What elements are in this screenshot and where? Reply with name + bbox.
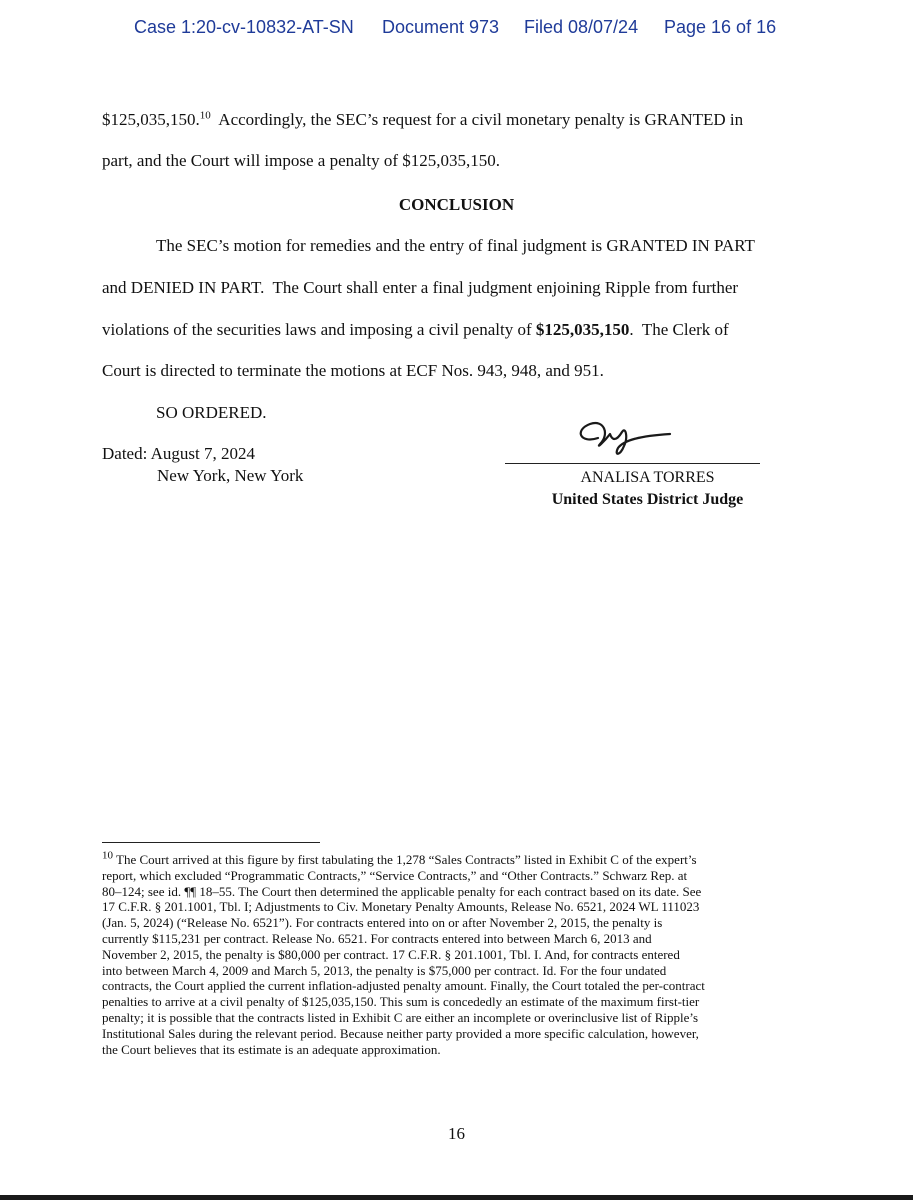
page-count: Page 16 of 16 <box>664 17 777 37</box>
footnote-ref: 10 <box>199 109 211 122</box>
judge-title: United States District Judge <box>551 491 744 508</box>
page-number: 16 <box>448 1124 465 1143</box>
penalty-amount: $125,035,150. <box>102 110 200 129</box>
body-line-1 <box>102 110 743 130</box>
location: New York, New York <box>157 466 304 485</box>
footnote-line: Institutional Sales during the relevant period. Because neither party provided a more specific calculation, however, <box>102 1025 699 1041</box>
footnote-line: contracts, the Court applied the current inflation-adjusted penalty amount. Finally, the Court totaled the per-contract <box>102 978 705 994</box>
footnote-line: (Jan. 5, 2024) (“Release No. 6521”). For contracts entered into on or after November 2, 2015, the penalty is <box>102 915 663 931</box>
conclusion-line-3 <box>102 320 729 340</box>
footnote-line: 17 C.F.R. § 201.1001, Tbl. I; Adjustments to Civ. Monetary Penalty Amounts, Release No. 6521, 2024 WL 111023 <box>102 899 700 915</box>
judge-name: ANALISA TORRES <box>580 469 715 486</box>
footnote-line: $^{10}$ The Court arrived at this figure by first tabulating the 1,278 “Sales Contracts” listed in Exhibit C of the expert’s <box>102 849 697 867</box>
footnote-line: penalties to arrive at a civil penalty of $125,035,150. This sum is concededly an estimate of the maximum first-tier <box>102 994 700 1010</box>
filed-date: Filed 08/07/24 <box>524 17 639 37</box>
dated: Dated: August 7, 2024 <box>102 444 255 463</box>
so-ordered: SO ORDERED. <box>156 403 267 422</box>
bottom-edge <box>0 1195 913 1200</box>
footnote-line: into between March 4, 2009 and March 5, 2013, the penalty is $75,000 per contract. Id. For the four undated <box>102 962 667 978</box>
footnote <box>102 849 802 1057</box>
section-heading: CONCLUSION <box>398 195 515 214</box>
body-line-1-rest: Accordingly, the SEC’s request for a civil monetary penalty is GRANTED in <box>210 110 744 129</box>
footnote-divider <box>102 842 320 843</box>
conclusion-line-3-post: . The Clerk of <box>629 320 729 339</box>
conclusion-line-1: The SEC’s motion for remedies and the entry of final judgment is GRANTED IN PART <box>156 236 755 255</box>
footnote-number: 10 <box>102 849 113 862</box>
document-number: Document 973 <box>382 17 500 37</box>
footnote-line: 80–124; see id. ¶¶ 18–55. The Court then determined the applicable penalty for each contract based on its date. See <box>102 883 702 899</box>
footnote-line: November 2, 2015, the penalty is $80,000 per contract. 17 C.F.R. § 201.1001, Tbl. I. And, for contracts entered <box>102 946 680 962</box>
final-penalty: $125,035,150 <box>535 320 630 339</box>
signature-block <box>505 467 790 511</box>
conclusion-line-4: Court is directed to terminate the motions at ECF Nos. 943, 948, and 951. <box>102 361 604 380</box>
footnote-line: report, which excluded “Programmatic Contracts,” “Service Contracts,” and “Other Contracts.” Schwarz Rep. at <box>102 867 688 883</box>
footnote-line: the Court believes that its estimate is an adequate approximation. <box>102 1041 441 1057</box>
signature-image <box>570 412 690 462</box>
body-line-2: part, and the Court will impose a penalty of $125,035,150. <box>102 151 501 170</box>
footnote-line: penalty; it is possible that the contracts listed in Exhibit C are either an incomplete or overinclusive list of Ripple’s <box>102 1009 699 1025</box>
conclusion-line-3-pre: violations of the securities laws and imposing a civil penalty of <box>102 320 536 339</box>
footnote-line: currently $115,231 per contract. Release No. 6521. For contracts entered into between March 6, 2013 and <box>102 930 652 946</box>
signature-line <box>505 463 760 464</box>
case-number: Case 1:20-cv-10832-AT-SN <box>134 17 354 37</box>
conclusion-line-2: and DENIED IN PART. The Court shall enter a final judgment enjoining Ripple from further <box>102 278 739 297</box>
